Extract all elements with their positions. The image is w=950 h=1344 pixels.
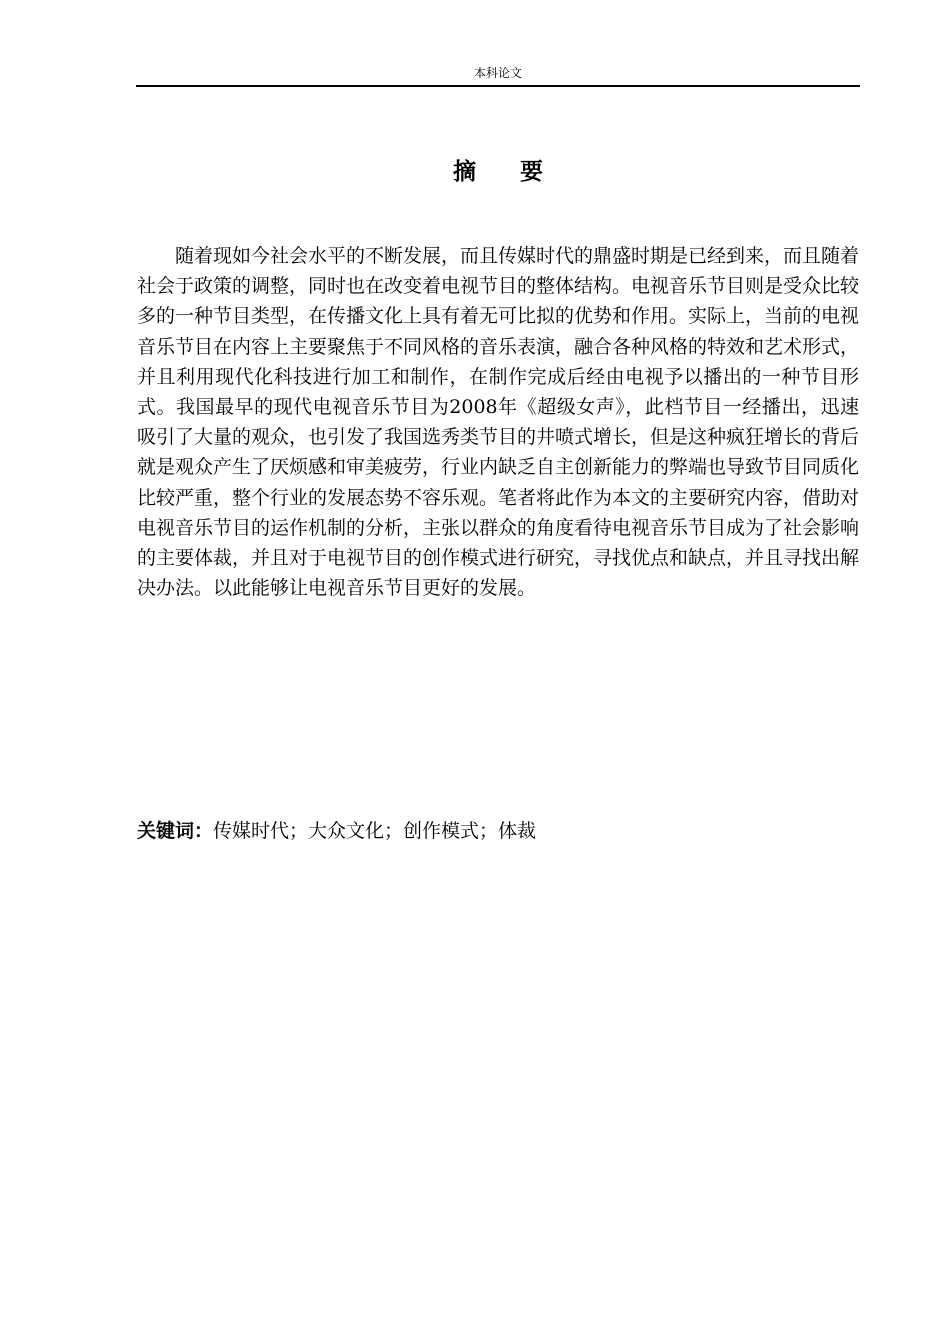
keywords-line [137, 816, 859, 846]
running-header: 本科论文 [473, 66, 522, 80]
keywords-value: 传媒时代；大众文化；创作模式；体裁 [213, 820, 537, 842]
keywords-label: 关键词： [137, 820, 214, 842]
abstract-heading: 摘要 [453, 158, 587, 185]
abstract-body: 随着现如今社会水平的不断发展，而且传媒时代的鼎盛时期是已经到来，而且随着社会于政策的调整，同时也在改变着电视节目的整体结构。电视音乐节目则是受众比较多的一种节目类型，在传播文化上具有着无可比拟的优势和作用。实际上，当前的电视音乐节目在内容上主要聚焦于不同风格的音乐表演，融合各种风格的特效和艺术形式，并且利用现代化科技进行加工和制作，在制作完成后经由电视予以播出的一种节目形式。我国最早的现代电视音乐节目为2008年《超级女声》，此档节目一经播出，迅速吸引了大量的观众，也引发了我国选秀类节目的井喷式增长，但是这种疯狂增长的背后就是观众产生了厌烦感和审美疲劳，行业内缺乏自主创新能力的弊端也导致节目同质化比较严重，整个行业的发展态势不容乐观。笔者将此作为本文的主要研究内容，借助对电视音乐节目的运作机制的分析，主张以群众的角度看待电视音乐节目成为了社会影响的主要体裁，并且对于电视节目的创作模式进行研究，寻找优点和缺点，并且寻找出解决办法。以此能够让电视音乐节目更好的发展。 [137, 245, 860, 600]
header-rule [136, 85, 860, 87]
